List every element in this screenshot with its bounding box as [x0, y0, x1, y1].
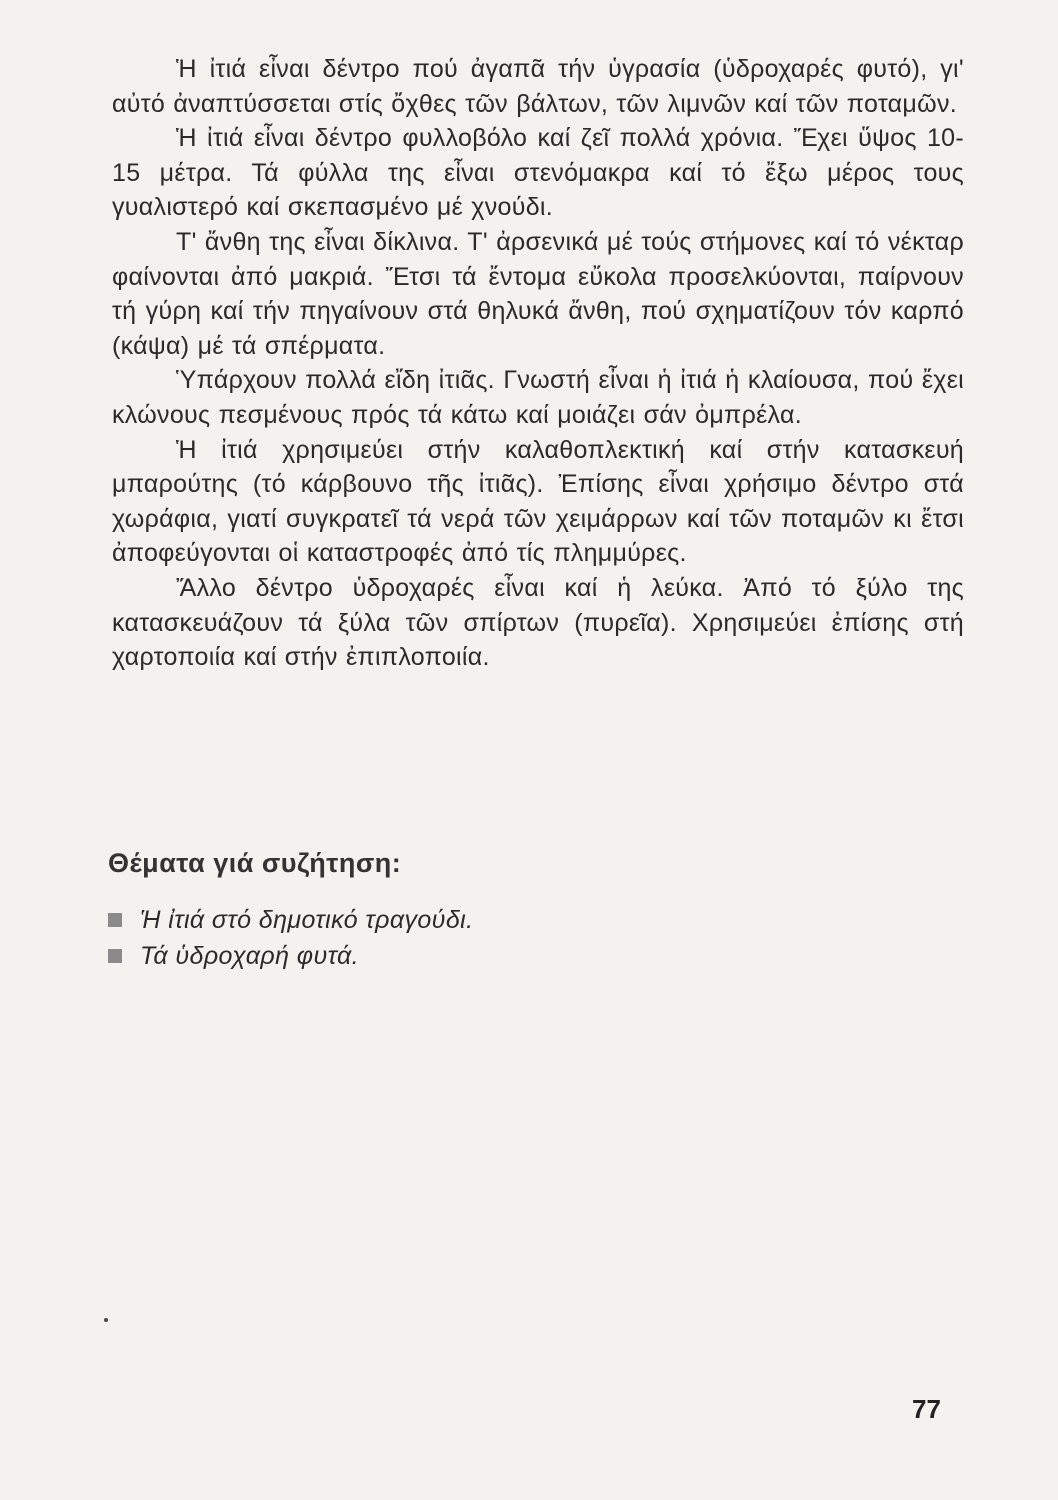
- print-speck: [104, 1318, 108, 1322]
- paragraph-willow-habitat: Ἡ ἰτιά εἶναι δέντρο πού ἀγαπᾶ τήν ὑγρασία (ὑδροχαρές φυτό), γι' αὐτό ἀναπτύσσεται στίς ὄχθες τῶν βάλτων, τῶν λιμνῶν καί τῶν ποταμῶν.: [112, 55, 964, 118]
- discussion-topics-heading: Θέματα γιά συζήτηση:: [108, 848, 402, 878]
- paragraph-poplar: Ἄλλο δέντρο ὑδροχαρές εἶναι καί ἡ λεύκα. Ἀπό τό ξύλο της κατασκευάζουν τά ξύλα τῶν σπίρτων (πυρεῖα). Χρησιμεύει ἐπίσης στή χαρτοποιία καί στήν ἐπιπλοποιία.: [112, 573, 964, 672]
- paragraph-willow-uses: Ἡ ἰτιά χρησιμεύει στήν καλαθοπλεκτική καί στήν κατασκευή μπαρούτης (τό κάρβουνο τῆς ἰτιᾶς). Ἐπίσης εἶναι χρήσιμο δέντρο στά χωράφια, γιατί συγκρατεῖ τά νερά τῶν χειμάρρων καί τῶν ποταμῶν κι ἔτσι ἀποφεύγονται οἱ καταστροφές ἀπό τίς πλημμύρες.: [112, 435, 964, 568]
- topic-text: Ἡ ἰτιά στό δημοτικό τραγούδι.: [140, 905, 474, 934]
- body-text: [112, 52, 964, 675]
- list-item: [108, 938, 473, 974]
- paragraph-willow-flowers: Τ' ἄνθη της εἶναι δίκλινα. Τ' ἀρσενικά μέ τούς στήμονες καί τό νέκταρ φαίνονται ἀπό μακριά. Ἔτσι τά ἔντομα εὔκολα προσελκύονται, παίρνουν τή γύρη καί τήν πηγαίνουν στά θηλυκά ἄνθη, πού σχηματίζουν τόν καρπό (κάψα) μέ τά σπέρματα.: [112, 227, 964, 360]
- paragraph-willow-description: Ἡ ἰτιά εἶναι δέντρο φυλλοβόλο καί ζεῖ πολλά χρόνια. Ἔχει ὕψος 10-15 μέτρα. Τά φύλλα της εἶναι στενόμακρα καί τό ἔξω μέρος τους γυαλιστερό καί σκεπασμένο μέ χνούδι.: [112, 124, 964, 222]
- square-bullet-icon: [108, 949, 122, 963]
- topic-text: Τά ὑδροχαρή φυτά.: [140, 941, 360, 970]
- page-number: 77: [912, 1394, 941, 1424]
- paragraph-willow-species: Ὑπάρχουν πολλά εἴδη ἰτιᾶς. Γνωστή εἶναι ἡ ἰτιά ἡ κλαίουσα, πού ἔχει κλώνους πεσμένους πρός τά κάτω καί μοιάζει σάν ὀμπρέλα.: [112, 366, 964, 429]
- square-bullet-icon: [108, 913, 122, 927]
- discussion-topics-list: [108, 902, 473, 974]
- list-item: [108, 902, 473, 938]
